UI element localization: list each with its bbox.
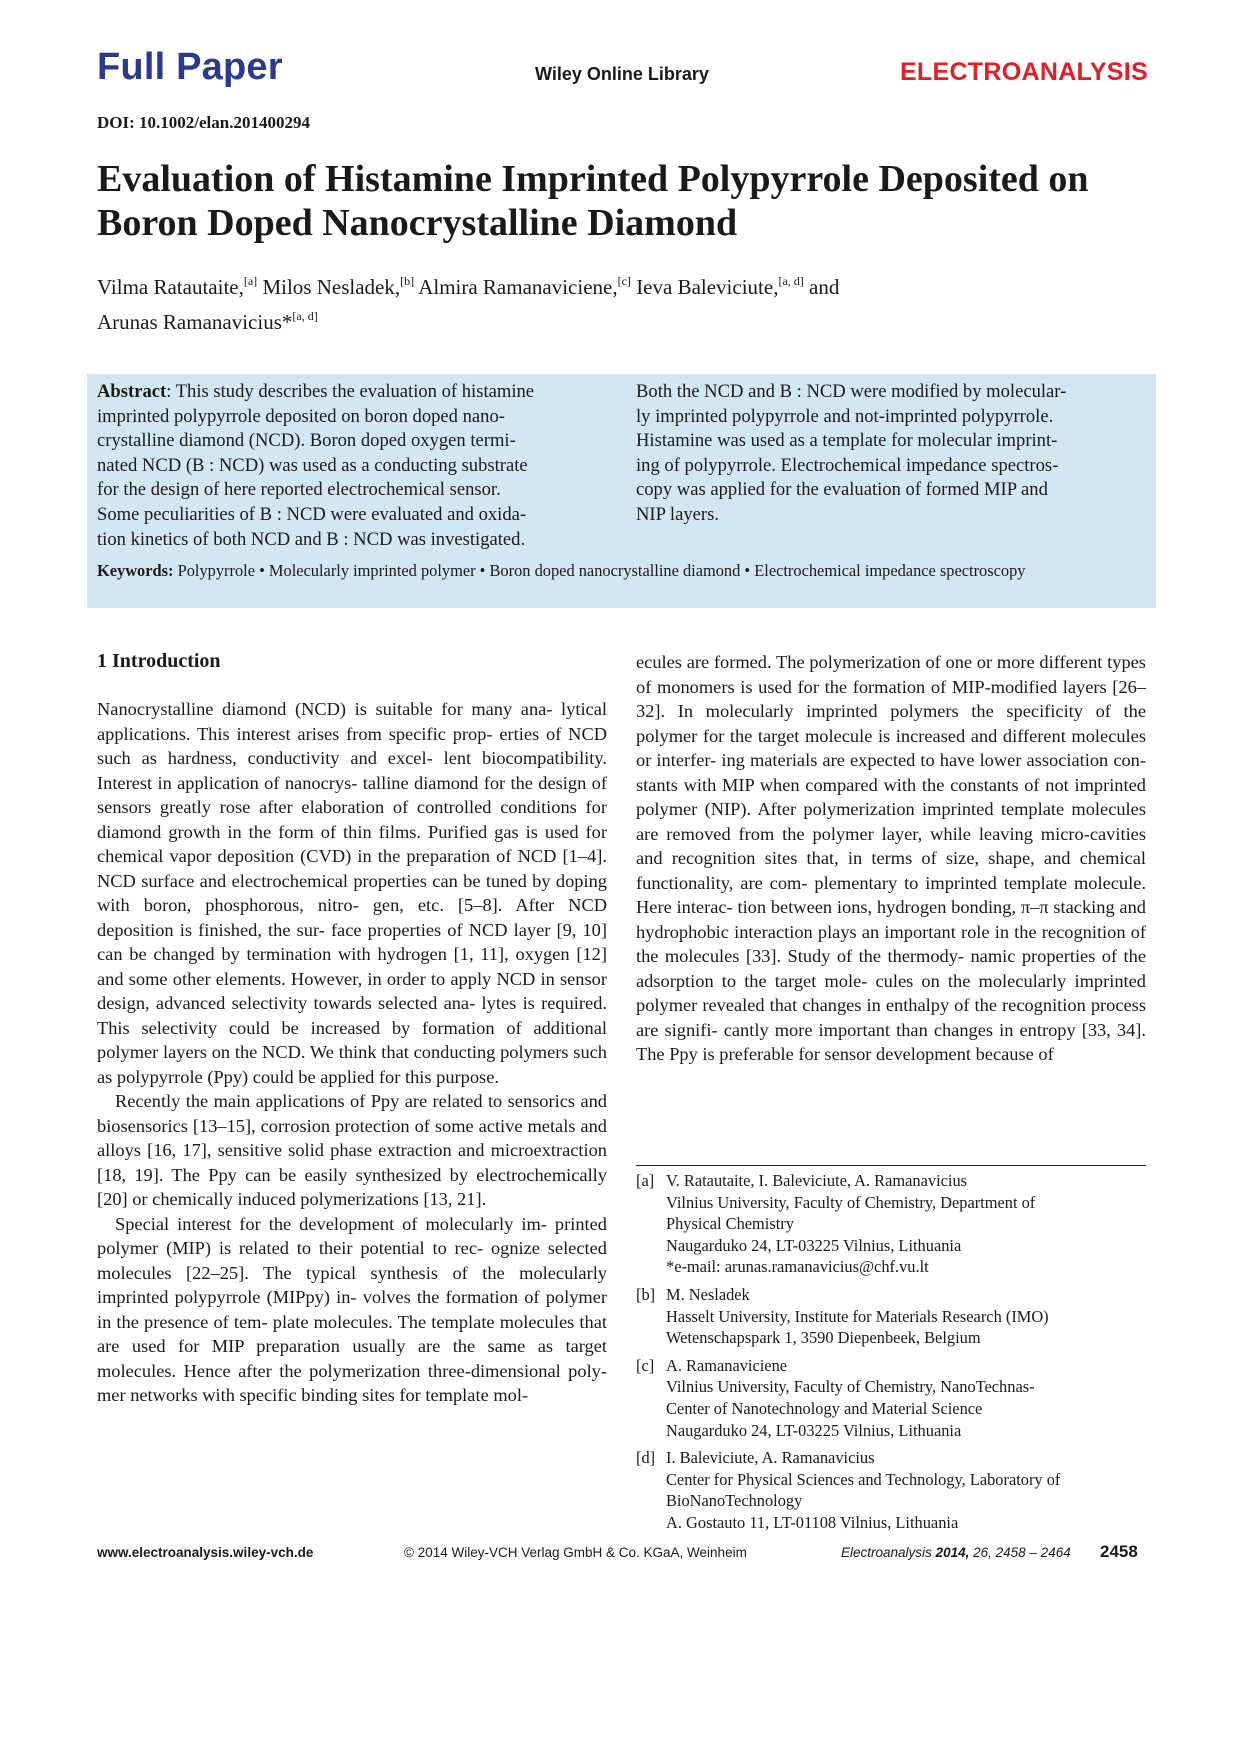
- abstract-column-1: [97, 380, 608, 552]
- abstract-line: for the design of here reported electrochemical sensor.: [97, 479, 501, 501]
- author-name: Vilma Ratautaite,: [97, 275, 244, 299]
- affiliation-divider: [636, 1165, 1146, 1166]
- abstract-line: ing of polypyrrole. Electrochemical impedance spectros-: [636, 454, 1059, 476]
- abstract-line: tion kinetics of both NCD and B : NCD was investigated.: [97, 528, 526, 550]
- author-affiliation-marker: [c]: [617, 274, 631, 288]
- page-number: 2458: [1100, 1542, 1138, 1561]
- author-name: Arunas Ramanavicius*: [97, 310, 293, 334]
- paragraph: Nanocrystalline diamond (NCD) is suitable for many ana- lytical applications. This interest arises from specific prop- erties of NCD such as hardness, conductivity and excel- lent biocompatibility. Interest in application of nanocrys- talline diamond for the design of sensors greatly rose after elaboration of controlled conditions for diamond growth in the form of thin films. Purified gas is used for chemical vapor deposition (CVD) in the preparation of NCD [1–4]. NCD surface and electrochemical properties can be tuned by doping with boron, phosphorous, nitro- gen, etc. [5–8]. After NCD deposition is finished, the sur- face properties of NCD layer [9, 10] can be changed by termination with hydrogen [1, 11], oxygen [12] and some other elements. However, in order to apply NCD in sensor design, advanced selectivity towards selected ana- lytes is required. This selectivity could be increased by formation of additional polymer layers on the NCD. We think that conducting polymers such as polypyrrole (Ppy) could be applied for this purpose.: [97, 699, 607, 1087]
- abstract-line: imprinted polypyrrole deposited on boron doped nano-: [97, 405, 505, 427]
- author-name: Almira Ramanaviciene,: [418, 275, 618, 299]
- body-column-right: [636, 650, 1146, 1067]
- abstract-label: Abstract: [97, 381, 167, 402]
- footer-website: www.electroanalysis.wiley-vch.de: [97, 1545, 314, 1560]
- footer-copyright: © 2014 Wiley-VCH Verlag GmbH & Co. KGaA, Weinheim: [404, 1545, 747, 1560]
- body-column-left: [97, 697, 607, 1408]
- email-address: *e-mail: arunas.ramanavicius@chf.vu.lt: [666, 1257, 929, 1277]
- affiliation-label: [c]: [636, 1355, 655, 1375]
- abstract-line: Both the NCD and B : NCD were modified by molecular-: [636, 381, 1067, 402]
- library-label: Wiley Online Library: [535, 64, 709, 84]
- affiliation-entry: [a] V. Ratautaite, I. Baleviciute, A. Ramanavicius Vilnius University, Faculty of Chemistry, Department of Physical Chemistry Naugarduko 24, LT-03225 Vilnius, Lithuania *e-mail: arunas.ramanavicius@chf.vu.lt: [636, 1171, 1036, 1277]
- section-type-label: Full Paper: [97, 46, 283, 88]
- affiliation-list: [636, 1170, 1156, 1540]
- paragraph: Special interest for the development of molecularly im- printed polymer (MIP) is related to their potential to rec- ognize selected molecules [22–25]. The typical synthesis of the molecularly imprinted polypyrrole (MIPpy) in- volves the formation of polymer in the presence of tem- plate molecules. The template molecules that are used for MIP preparation usually are the same as target molecules. Hence after the polymerization three-dimensional poly- mer networks with specific binding sites for template mol-: [97, 1213, 607, 1405]
- footer-citation: Electroanalysis 2014, 26, 2458 – 2464: [841, 1545, 1071, 1560]
- abstract-column-2: [636, 380, 1147, 528]
- keywords: [97, 560, 1146, 582]
- author-list: [97, 267, 1147, 337]
- paragraph: Recently the main applications of Ppy are related to sensorics and biosensorics [13–15], corrosion protection of some active metals and alloys [16, 17], sensitive solid phase extraction and microextraction [18, 19]. The Ppy can be easily synthesized by electrochemically [20] or chemically induced polymerizations [13, 21].: [97, 1091, 607, 1209]
- doi: DOI: 10.1002/elan.201400294: [97, 113, 310, 132]
- keywords-text: Polypyrrole • Molecularly imprinted polymer • Boron doped nanocrystalline diamond • Electrochemical impedance spectroscopy: [177, 561, 1026, 580]
- abstract-line: Abstract: This study describes the evaluation of histamine: [97, 381, 535, 402]
- affiliation-entry: [b] M. Nesladek Hasselt University, Institute for Materials Research (IMO) Wetenschapspark 1, 3590 Diepenbeek, Belgium: [636, 1284, 1049, 1348]
- author-affiliation-marker: [a, d]: [778, 274, 804, 288]
- abstract-line: copy was applied for the evaluation of formed MIP and: [636, 479, 1048, 501]
- author-name: Ieva Baleviciute,: [636, 275, 779, 299]
- author-affiliation-marker: [a, d]: [292, 309, 318, 323]
- author-name: Milos Nesladek,: [262, 275, 401, 299]
- author-conjunction: and: [809, 275, 840, 299]
- author-affiliation-marker: [a]: [243, 274, 258, 288]
- affiliation-label: [b]: [636, 1284, 656, 1304]
- keywords-label: Keywords:: [97, 561, 174, 580]
- abstract-line: NIP layers.: [636, 503, 719, 525]
- journal-logo: ELECTROANALYSIS: [899, 58, 1148, 86]
- abstract-line: Some peculiarities of B : NCD were evaluated and oxida-: [97, 503, 527, 525]
- section-heading: 1 Introduction: [97, 650, 221, 672]
- abstract-line: nated NCD (B : NCD) was used as a conducting substrate: [97, 454, 528, 476]
- affiliation-label: [a]: [636, 1171, 655, 1190]
- abstract-line: Histamine was used as a template for molecular imprint-: [636, 430, 1058, 452]
- affiliation-entry: [c] A. Ramanaviciene Vilnius University, Faculty of Chemistry, NanoTechnas- Center of Nanotechnology and Material Science Naugarduko 24, LT-03225 Vilnius, Lithuania: [636, 1355, 1035, 1440]
- abstract-line: ly imprinted polypyrrole and not-imprinted polypyrrole.: [636, 405, 1054, 427]
- paper-title: Evaluation of Histamine Imprinted Polypyrrole Deposited on Boron Doped Nanocrystalline Diamond: [97, 158, 1089, 244]
- affiliation-entry: [d] I. Baleviciute, A. Ramanavicius Center for Physical Sciences and Technology, Laboratory of BioNanoTechnology A. Gostauto 11, LT-01108 Vilnius, Lithuania: [636, 1448, 1061, 1532]
- paragraph: ecules are formed. The polymerization of one or more different types of monomers is used for the formation of MIP-modified layers [26–32]. In molecularly imprinted polymers the specificity of the polymer for the target molecule is increased and different molecules or interfer- ing materials are expected to have lower association con- stants with MIP when compared with the constants of not imprinted polymer (NIP). After polymerization imprinted template molecules are removed from the polymer layer, while leaving micro-cavities and recognition sites that, in terms of size, shape, and chemical functionality, are com- plementary to imprinted template molecule. Here interac- tion between ions, hydrogen bonding, π–π stacking and hydrophobic interaction plays an important role in the recognition of the molecules [33]. Study of the thermody- namic properties of the adsorption to the target mole- cules on the molecularly imprinted polymer revealed that changes in enthalpy of the recognition process are signifi- cantly more important than changes in entropy [33, 34]. The Ppy is preferable for sensor development because of: [636, 652, 1147, 1064]
- author-affiliation-marker: [b]: [400, 274, 415, 288]
- abstract-line: crystalline diamond (NCD). Boron doped oxygen termi-: [97, 430, 516, 452]
- affiliation-label: [d]: [636, 1448, 656, 1468]
